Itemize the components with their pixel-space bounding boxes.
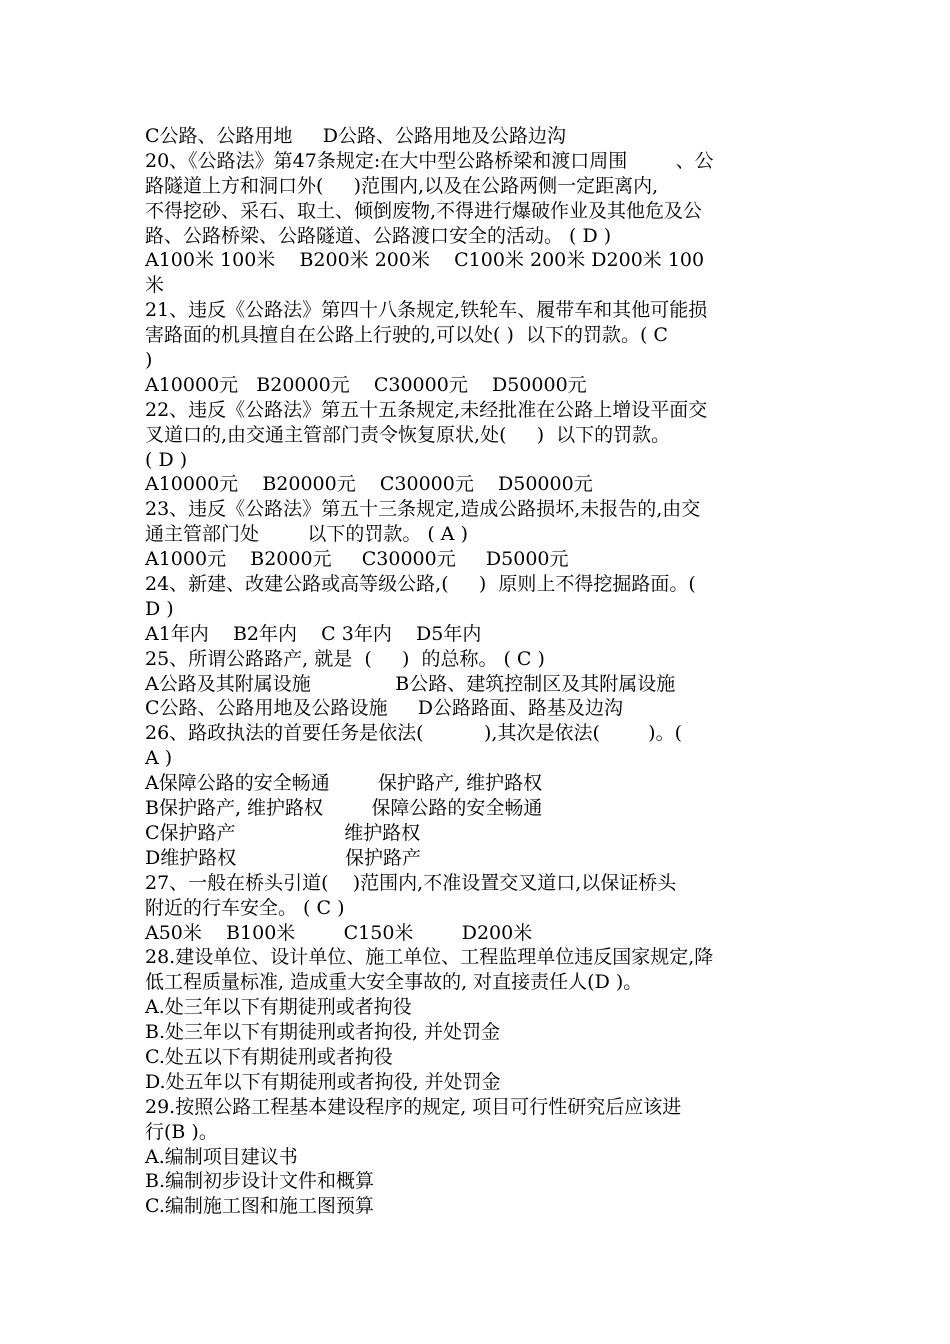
text-line: D )	[145, 597, 174, 620]
text-line: ( D )	[145, 448, 188, 471]
text-line: A50米 B100米 C150米 D200米	[145, 921, 533, 944]
text-line: C.编制施工图和施工图预算	[145, 1195, 374, 1218]
text-line: A.编制项目建议书	[145, 1145, 298, 1168]
text-line: A.处三年以下有期徒刑或者拘役	[145, 996, 412, 1019]
text-line: 路、公路桥梁、公路隧道、公路渡口安全的活动。 ( D )	[145, 224, 612, 247]
text-line: 低工程质量标准, 造成重大安全事故的, 对直接责任人(D )。	[145, 971, 643, 994]
text-line: 28.建设单位、设计单位、施工单位、工程监理单位违反国家规定,降	[145, 946, 714, 969]
text-line: A10000元 B20000元 C30000元 D50000元	[145, 373, 587, 396]
text-line: A1000元 B2000元 C30000元 D5000元	[145, 548, 569, 571]
text-line: C公路、公路用地 D公路、公路用地及公路边沟	[145, 125, 566, 147]
text-line: D.处五年以下有期徒刑或者拘役, 并处罚金	[145, 1070, 501, 1093]
text-line: 25、所谓公路路产, 就是 ( ) 的总称。 ( C )	[145, 647, 545, 670]
text-line: 路隧道上方和洞口外( )范围内,以及在公路两侧一定距离内,	[145, 174, 659, 197]
text-line: 21、违反《公路法》第四十八条规定,铁轮车、履带车和其他可能损	[145, 299, 708, 322]
text-line: 20、《公路法》第47条规定:在大中型公路桥梁和渡口周围 、公	[145, 149, 714, 172]
text-line: C公路、公路用地及公路设施 D公路路面、路基及边沟	[145, 697, 623, 720]
text-line: A100米 100米 B200米 200米 C100米 200米 D200米 100	[145, 249, 705, 272]
text-line: B.处三年以下有期徒刑或者拘役, 并处罚金	[145, 1021, 501, 1044]
text-line: A )	[145, 747, 173, 770]
text-line: A1年内 B2年内 C 3年内 D5年内	[145, 622, 482, 645]
text-line: )	[145, 349, 153, 372]
text-line: 26、路政执法的首要任务是依法( ),其次是依法( )。(	[145, 722, 682, 745]
text-line: 行(B )。	[145, 1120, 218, 1143]
text-line: 米	[145, 274, 165, 297]
text-line: 29.按照公路工程基本建设程序的规定, 项目可行性研究后应该进	[145, 1095, 682, 1118]
text-line: A公路及其附属设施 B公路、建筑控制区及其附属设施	[145, 672, 676, 695]
text-line: 附近的行车安全。 ( C )	[145, 896, 345, 919]
text-line: B保护路产, 维护路权 保障公路的安全畅通	[145, 797, 543, 820]
document-body	[145, 124, 795, 1219]
text-line: 23、违反《公路法》第五十三条规定,造成公路损坏,未报告的,由交	[145, 498, 701, 521]
text-line: B.编制初步设计文件和概算	[145, 1170, 375, 1193]
text-line: 22、违反《公路法》第五十五条规定,未经批准在公路上增设平面交	[145, 398, 708, 421]
text-line: C.处五以下有期徒刑或者拘役	[145, 1045, 393, 1068]
text-line: 27、一般在桥头引道( )范围内,不准设置交叉道口,以保证桥头	[145, 871, 677, 894]
text-line: A保障公路的安全畅通 保护路产, 维护路权	[145, 772, 543, 795]
text-line: 叉道口的,由交通主管部门责令恢复原状,处( ) 以下的罚款。	[145, 423, 671, 446]
text-line: 通主管部门处 以下的罚款。 ( A )	[145, 523, 468, 546]
text-line: 24、新建、改建公路或高等级公路,( ) 原则上不得挖掘路面。(	[145, 573, 696, 596]
text-line: C保护路产 维护路权	[145, 821, 421, 844]
text-line: A10000元 B20000元 C30000元 D50000元	[145, 473, 593, 496]
text-line: D维护路权 保护路产	[145, 846, 421, 869]
text-line: 不得挖砂、采石、取土、倾倒废物,不得进行爆破作业及其他危及公	[145, 199, 703, 222]
text-line: 害路面的机具擅自在公路上行驶的,可以处( ) 以下的罚款。( C	[145, 324, 668, 347]
